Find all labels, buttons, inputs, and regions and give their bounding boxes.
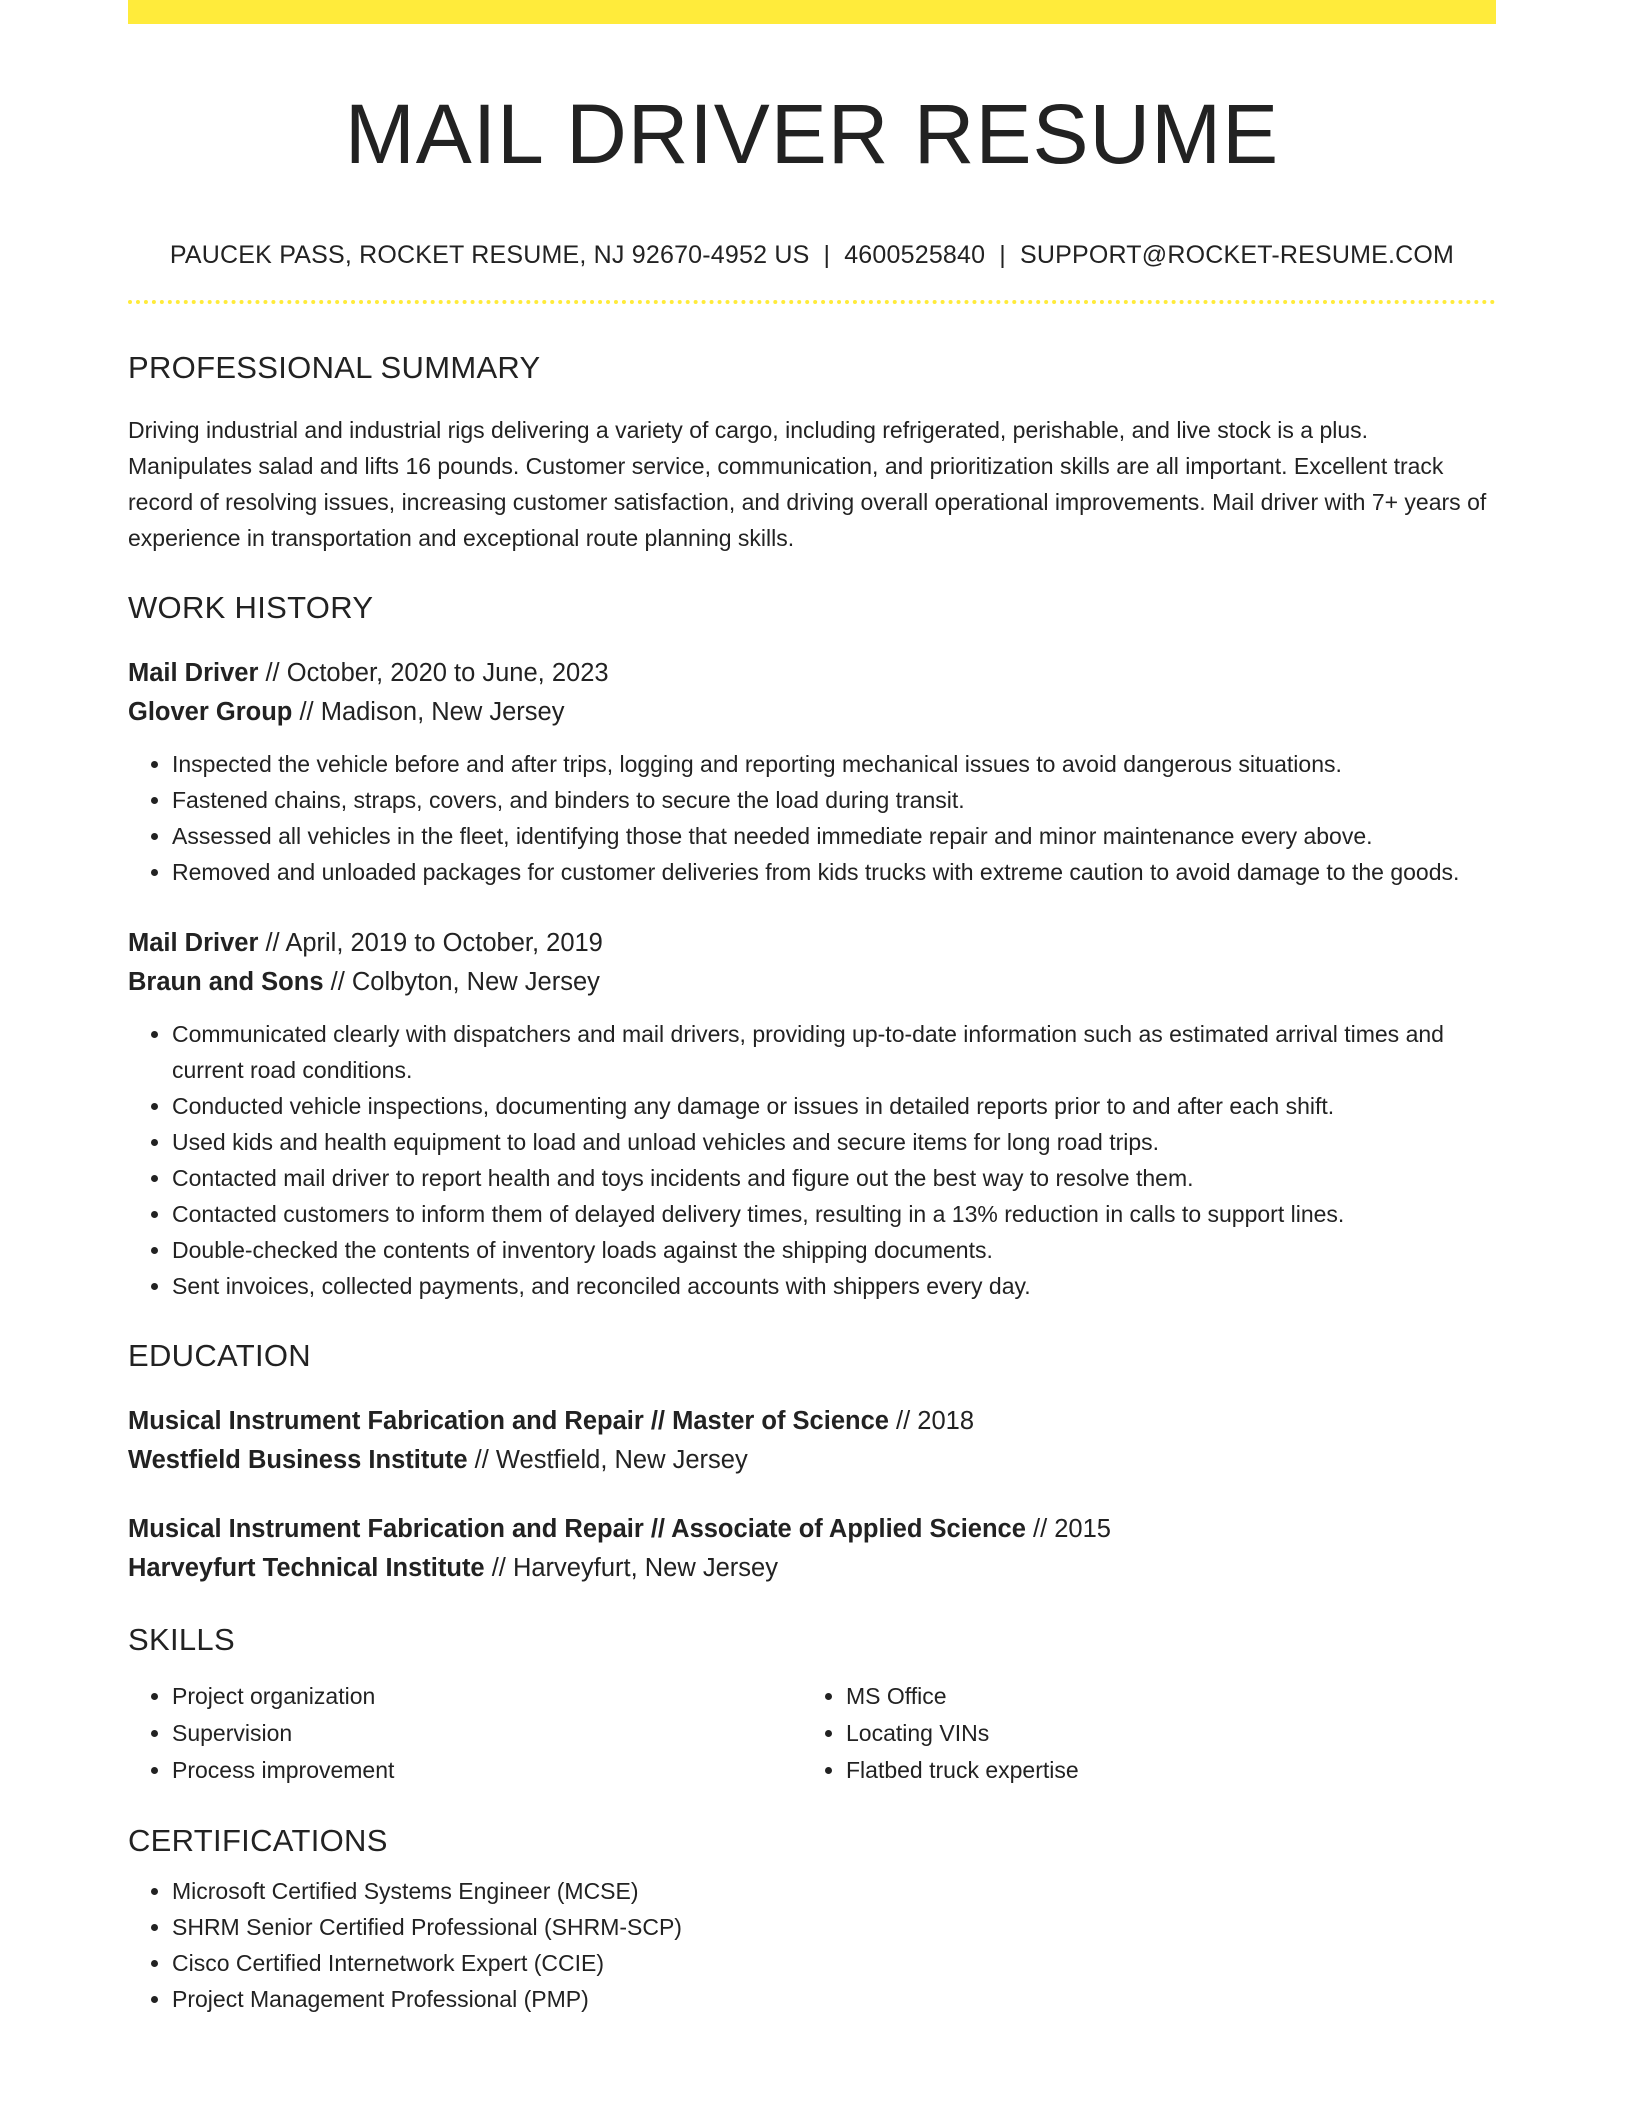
education-year: // 2018 xyxy=(888,1406,975,1435)
job-entry xyxy=(128,654,1496,890)
list-item: • Conducted vehicle inspections, documenting any damage or issues in detailed reports prior to and after each shift. xyxy=(172,1088,1496,1124)
education-degree-line xyxy=(128,1510,1496,1549)
contact-separator: | xyxy=(823,240,831,269)
education-location: // Westfield, New Jersey xyxy=(467,1445,748,1474)
education-location: // Harveyfurt, New Jersey xyxy=(484,1553,778,1582)
education-degree: Musical Instrument Fabrication and Repair // Associate of Applied Science xyxy=(128,1514,1026,1543)
job-location: // Colbyton, New Jersey xyxy=(323,967,600,996)
contact-separator: | xyxy=(999,240,1006,269)
list-item: • Project organization xyxy=(172,1678,802,1715)
list-item: • Double-checked the contents of inventory loads against the shipping documents. xyxy=(172,1232,1496,1268)
dotted-divider xyxy=(128,300,1496,304)
list-item: • Assessed all vehicles in the fleet, identifying those that needed immediate repair and minor maintenance every above. xyxy=(172,818,1496,854)
education-school: Harveyfurt Technical Institute xyxy=(128,1553,485,1582)
education-degree-line xyxy=(128,1402,1496,1441)
skills-grid xyxy=(128,1678,1496,1789)
job-entry xyxy=(128,924,1496,1304)
job-title-line xyxy=(128,654,1496,693)
list-item: • Cisco Certified Internetwork Expert (CCIE) xyxy=(172,1945,1496,1981)
contact-phone: 4600525840 xyxy=(844,240,986,269)
certifications-list xyxy=(128,1873,1496,2017)
list-item: • Fastened chains, straps, covers, and binders to secure the load during transit. xyxy=(172,782,1496,818)
job-bullets xyxy=(128,746,1496,890)
job-bullets xyxy=(128,1016,1496,1304)
job-title: Mail Driver xyxy=(128,928,259,957)
contact-email: SUPPORT@ROCKET-RESUME.COM xyxy=(1019,240,1455,269)
resume-page xyxy=(128,0,1496,2017)
education-school: Westfield Business Institute xyxy=(128,1445,468,1474)
list-item: • Project Management Professional (PMP) xyxy=(172,1981,1496,2017)
list-item: • Supervision xyxy=(172,1715,802,1752)
job-company-line xyxy=(128,693,1496,732)
list-item: • Process improvement xyxy=(172,1752,802,1789)
job-company: Braun and Sons xyxy=(128,967,324,996)
list-item: • Locating VINs xyxy=(846,1715,1476,1752)
contact-line xyxy=(128,241,1496,270)
job-dates: // October, 2020 to June, 2023 xyxy=(258,658,609,687)
education-school-line xyxy=(128,1549,1496,1588)
job-location: // Madison, New Jersey xyxy=(292,697,565,726)
list-item: • Inspected the vehicle before and after trips, logging and reporting mechanical issues to avoid dangerous situations. xyxy=(172,746,1496,782)
education-degree: Musical Instrument Fabrication and Repair // Master of Science xyxy=(128,1406,889,1435)
list-item: • Removed and unloaded packages for customer deliveries from kids trucks with extreme caution to avoid damage to the goods. xyxy=(172,854,1496,890)
work-history-heading: WORK HISTORY xyxy=(128,589,374,625)
summary-heading: PROFESSIONAL SUMMARY xyxy=(128,349,541,385)
list-item: • Contacted customers to inform them of delayed delivery times, resulting in a 13% reduction in calls to support lines. xyxy=(172,1196,1496,1232)
list-item: • Used kids and health equipment to load and unload vehicles and secure items for long road trips. xyxy=(172,1124,1496,1160)
list-item: • Flatbed truck expertise xyxy=(846,1752,1476,1789)
skills-column-right xyxy=(802,1678,1476,1789)
list-item: • Microsoft Certified Systems Engineer (MCSE) xyxy=(172,1873,1496,1909)
certifications-heading: CERTIFICATIONS xyxy=(128,1822,388,1858)
contact-address: PAUCEK PASS, ROCKET RESUME, NJ 92670-4952 US xyxy=(169,240,810,269)
job-dates: // April, 2019 to October, 2019 xyxy=(258,928,603,957)
education-school-line xyxy=(128,1441,1496,1480)
skills-heading: SKILLS xyxy=(128,1621,235,1657)
list-item: • Communicated clearly with dispatchers and mail drivers, providing up-to-date information such as estimated arrival times and current road conditions. xyxy=(172,1016,1496,1088)
job-company-line xyxy=(128,963,1496,1002)
summary-text: Driving industrial and industrial rigs delivering a variety of cargo, including refrigerated, perishable, and live stock is a plus. Manipulates salad and lifts 16 pounds. Customer service, communication, and prioritization skills are all important. Excellent track record of resolving issues, increasing customer satisfaction, and driving overall operational improvements. Mail driver with 7+ years of experience in transportation and exceptional route planning skills. xyxy=(128,416,1487,551)
list-item: • SHRM Senior Certified Professional (SHRM-SCP) xyxy=(172,1909,1496,1945)
job-title: Mail Driver xyxy=(128,658,259,687)
accent-top-bar xyxy=(128,0,1496,24)
education-heading: EDUCATION xyxy=(128,1337,311,1373)
job-company: Glover Group xyxy=(128,697,293,726)
list-item: • MS Office xyxy=(846,1678,1476,1715)
education-year: // 2015 xyxy=(1025,1514,1111,1543)
list-item: • Sent invoices, collected payments, and reconciled accounts with shippers every day. xyxy=(172,1268,1496,1304)
education-entry xyxy=(128,1402,1496,1480)
job-title-line xyxy=(128,924,1496,963)
education-entry xyxy=(128,1510,1496,1588)
list-item: • Contacted mail driver to report health and toys incidents and figure out the best way to resolve them. xyxy=(172,1160,1496,1196)
skills-column-left xyxy=(128,1678,802,1789)
resume-title: MAIL DRIVER RESUME xyxy=(344,87,1280,181)
